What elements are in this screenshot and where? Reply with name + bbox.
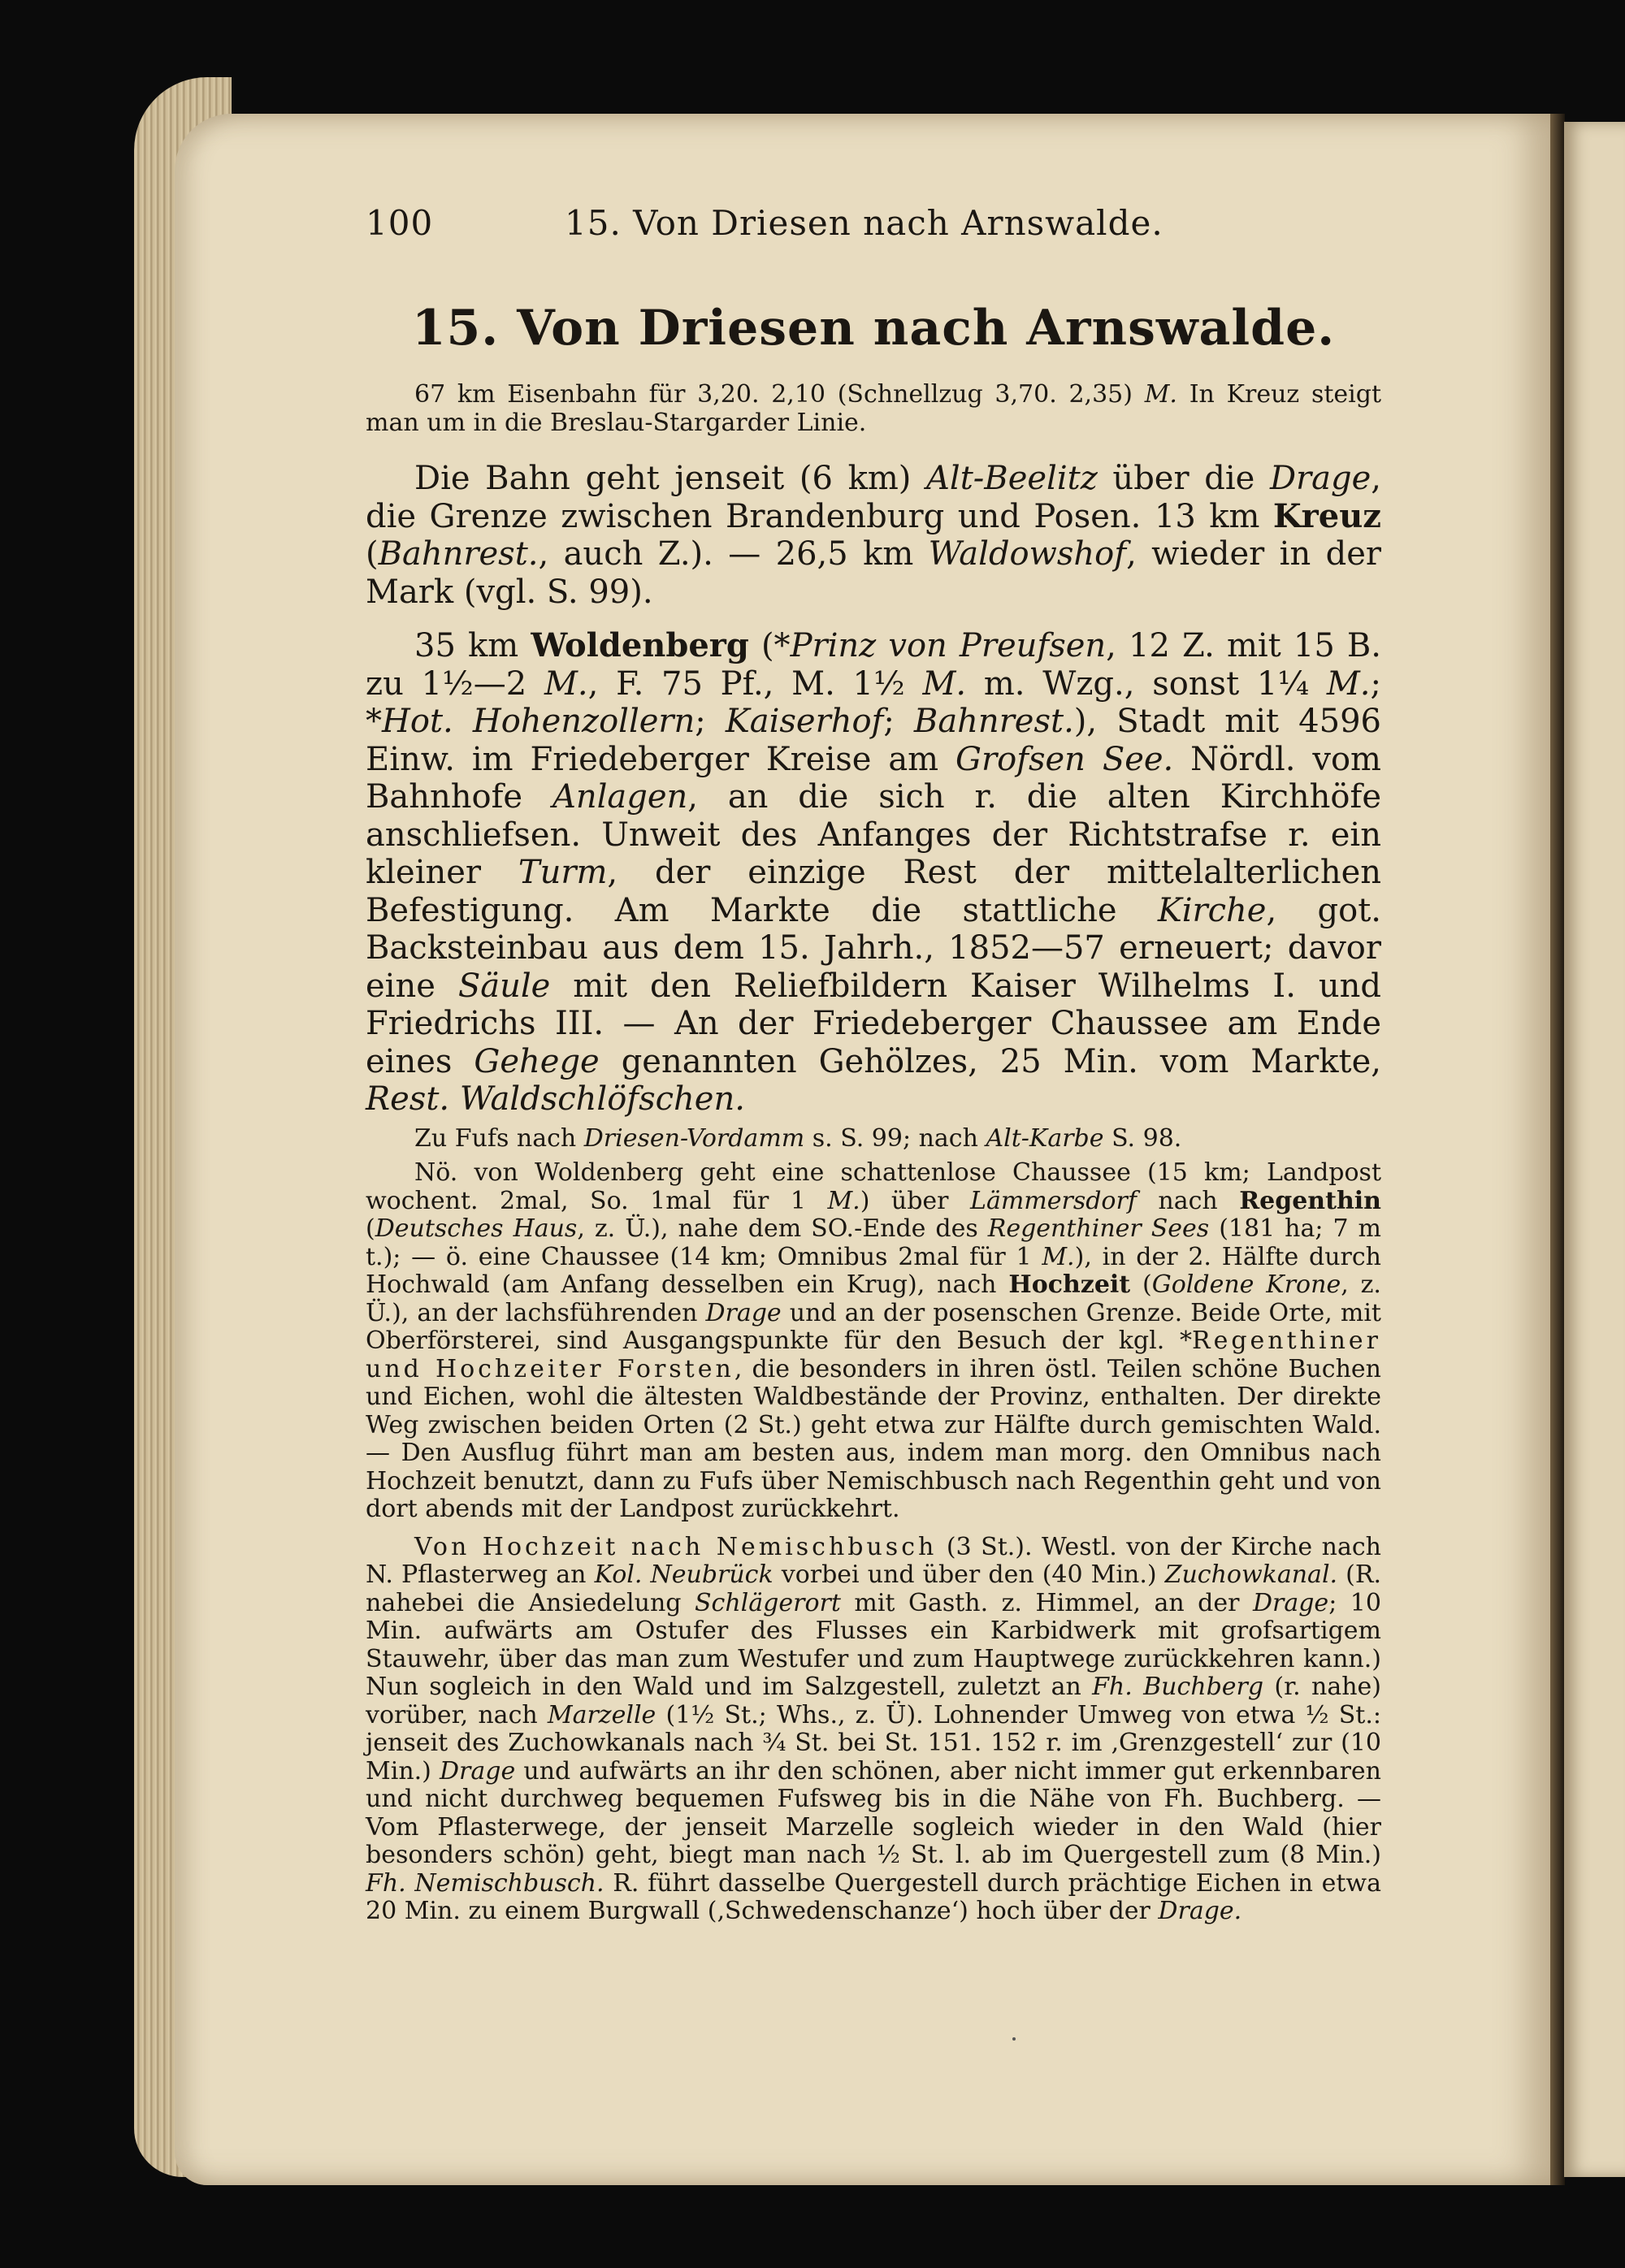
running-head-title: 15. Von Driesen nach Arnswalde. [565,203,1164,243]
route-intro: 67 km Eisenbahn für 3,20. 2,10 (Schnellzug 3,70. 2,35) M. In Kreuz steigt man um in die Breslau-Stargarder Linie. [366,380,1381,437]
ink-speck [1012,2037,1016,2041]
chapter-title: 15. Von Driesen nach Arnswalde. [411,300,1336,357]
note-regenthin-hochzeit: Nö. von Woldenberg geht eine schattenlose Chaussee (15 km; Landpost wochent. 2mal, So. 1mal für 1 M.) über Lämmersdorf nach Regenthin (Deutsches Haus, z. Ü.), nahe dem SO.-Ende des Regenthiner Sees (181 ha; 7 m t.); — ö. eine Chaussee (14 km; Omnibus 2mal für 1 M.), in der 2. Hälfte durch Hochwald (am Anfang desselben ein Krug), nach Hochzeit (Goldene Krone, z. Ü.), an der lachsführenden Drage und an der posenschen Grenze. Beide Orte, mit Oberförsterei, sind Ausgangspunkte für den Besuch der kgl. *Regenthiner und Hochzeiter Forsten, die besonders in ihren östl. Teilen schöne Buchen und Eichen, wohl die ältesten Waldbestände der Provinz, enthalten. Der direkte Weg zwischen beiden Orten (2 St.) geht etwa zur Hälfte durch gemischten Wald. — Den Ausflug führt man am besten aus, indem man morg. den Omnibus nach Hochzeit benutzt, dann zu Fufs über Nemischbusch nach Regenthin geht und von dort abends mit der Landpost zurückkehrt. [366,1158,1382,1523]
running-head [366,203,1381,243]
paragraph-bahn: Die Bahn geht jenseit (6 km) Alt-Beelitz über die Drage, die Grenze zwischen Brandenburg und Posen. 13 km Kreuz (Bahnrest., auch Z.). — 26,5 km Waldowshof, wieder in der Mark (vgl. S. 99). [366,460,1382,611]
note-hochzeit-nemischbusch: Von Hochzeit nach Nemischbusch (3 St.). Westl. von der Kirche nach N. Pflasterweg an Kol. Neubrück vorbei und über den (40 Min.) Zuchowkanal. (R. nahebei die Ansiedelung Schlägerort mit Gasth. z. Himmel, an der Drage; 10 Min. aufwärts am Ostufer des Flusses ein Karbidwerk mit grofsartigem Stauwehr, über das man zum Westufer und zum Hauptwege zurückkehren kann.) Nun sogleich in den Wald und im Salzgestell, zuletzt an Fh. Buchberg (r. nahe) vorüber, nach Marzelle (1½ St.; Whs., z. Ü). Lohnender Umweg von etwa ½ St.: jenseit des Zuchowkanals nach ¾ St. bei St. 151. 152 r. im ‚Grenzgestell‘ zur (10 Min.) Drage und aufwärts an ihr den schönen, aber nicht immer gut erkennbaren und nicht durchweg bequemen Fufsweg bis in die Nähe von Fh. Buchberg. — Vom Pflasterwege, der jenseit Marzelle sogleich wieder in den Wald (hier besonders schön) geht, biegt man nach ½ St. l. ab im Quergestell zum (8 Min.) Fh. Nemischbusch. R. führt dasselbe Quergestell durch prächtige Eichen in etwa 20 Min. zu einem Burgwall (‚Schwedenschanze‘) hoch über der Drage. [366,1532,1382,1925]
paragraph-woldenberg: 35 km Woldenberg (*Prinz von Preufsen, 12 Z. mit 15 B. zu 1½—2 M., F. 75 Pf., M. 1½ M. m. Wzg., sonst 1¼ M.; *Hot. Hohenzollern; Kaiserhof; Bahnrest.), Stadt mit 4596 Einw. im Friedeberger Kreise am Grofsen See. Nördl. vom Bahnhofe Anlagen, an die sich r. die alten Kirchhöfe anschliefsen. Unweit des Anfanges der Richtstrafse r. ein kleiner Turm, der einzige Rest der mittelalterlichen Befestigung. Am Markte die stattliche Kirche, got. Backsteinbau aus dem 15. Jahrh., 1852—57 erneuert; davor eine Säule mit den Reliefbildern Kaiser Wilhelms I. und Friedrichs III. — An der Friedeberger Chaussee am Ende eines Gehege genannten Gehölzes, 25 Min. vom Markte, Rest. Waldschlöfschen. [366,626,1382,1118]
page-number: 100 [366,203,434,243]
page-content [366,203,1381,1926]
facing-page-edge [1564,122,1625,2177]
note-fussweg: Zu Fufs nach Driesen-Vordamm s. S. 99; nach Alt-Karbe S. 98. [414,1123,1182,1153]
book-gutter [1550,114,1565,2185]
